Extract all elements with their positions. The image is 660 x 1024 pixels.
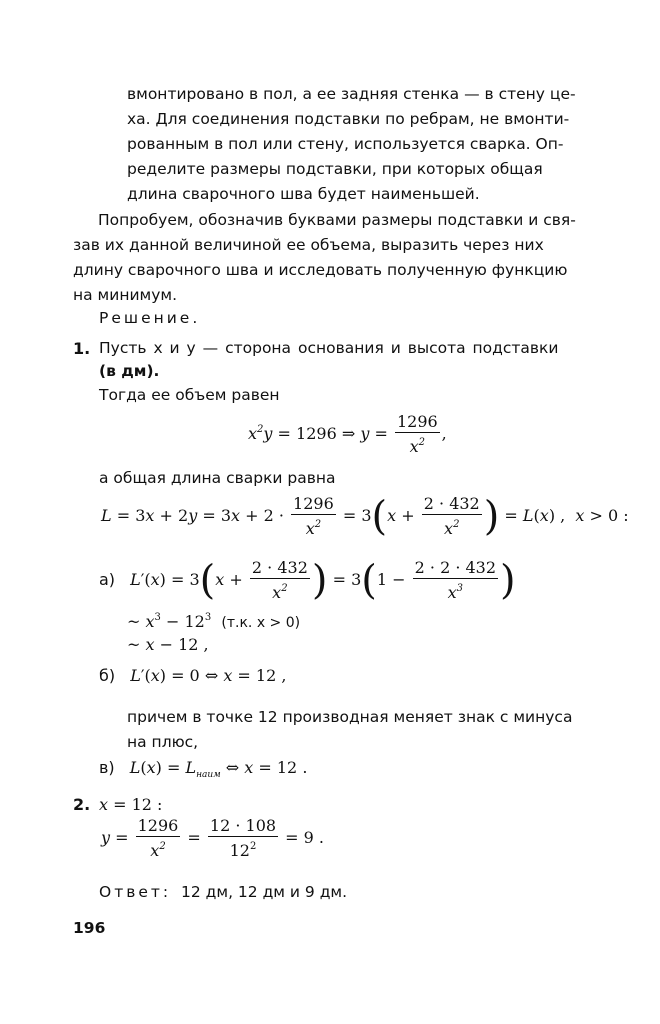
label-a: а) [99, 570, 116, 589]
problem-line: рованным в пол или стену, используется сварка. Оп- [127, 135, 564, 153]
solution-label: Решение. [99, 309, 201, 327]
intro-text [73, 208, 587, 308]
intro-line: на минимум. [73, 286, 178, 304]
intro-line: зав их данной величиной ее объема, выразить через них [73, 236, 544, 254]
problem-line: ха. Для соединения подставки по ребрам, не вмонти- [127, 110, 570, 128]
problem-line: длина сварочного шва будет наименьшей. [127, 185, 480, 203]
volume-formula: $x^2y = 1296$ ⇒ y = $\frac{1296}{x^2}$ , [248, 412, 447, 456]
problem-line: ределите размеры подставки, при которых общая [127, 160, 543, 178]
equivalence-2: ~ x − 12 , [127, 635, 209, 654]
weld-text: а общая длина сварки равна [99, 469, 336, 487]
intro-line: Попробуем, обозначив буквами размеры подставки и свя- [98, 211, 576, 229]
answer [99, 880, 347, 905]
critical-point-formula: б) L′(x) = 0 ⇔ x = 12 , [99, 666, 287, 685]
step1-line2: (в дм). [99, 362, 160, 380]
step2-number: 2. [73, 795, 91, 814]
answer-label: Ответ: [99, 883, 172, 901]
min-subscript: наим [196, 770, 221, 781]
sign-line: на плюс, [127, 733, 199, 751]
equivalence-1: ~ $x^3 - 12^3$ (т.к. x > 0) [127, 612, 301, 631]
volume-text: Тогда ее объем равен [99, 386, 280, 404]
intro-line: длину сварочного шва и исследовать полученную функцию [73, 261, 568, 279]
answer-text: 12 дм, 12 дм и 9 дм. [181, 883, 348, 901]
label-c: в) [99, 758, 115, 777]
label-b: б) [99, 666, 116, 685]
problem-line: вмонтировано в пол, а ее задняя стенка — в стену це- [127, 85, 576, 103]
step1-line1: Пусть x и y — сторона основания и высота подставки [99, 339, 559, 357]
derivative-formula: а) L′(x) = 3(x + $\frac{2 \cdot 432}{x^2}$ ) = 3(1 − $\frac{2 \cdot 2 \cdot 432}{x^3}$ ) [99, 557, 516, 604]
problem-text [127, 82, 587, 207]
height-formula: y = $\frac{1296}{x^2}$ = $\frac{12 \cdot 108}{12^2}$ = 9 . [101, 816, 325, 860]
sign-change-text [127, 705, 589, 755]
weld-formula: L = 3x + 2y = 3x + 2 · $\frac{1296}{x^2}$ = 3(x + $\frac{2 \cdot 432}{x^2}$ ) = L(x) , x > 0 : [101, 493, 629, 540]
step1-number: 1. [73, 339, 91, 358]
step2-line1: x = 12 : [99, 795, 163, 814]
note-label: (т.к. x > 0) [221, 615, 301, 631]
page-number: 196 [73, 919, 106, 937]
sign-line: причем в точке 12 производная меняет знак с минуса [127, 708, 573, 726]
minimum-formula: в) $L(x) = L_{наим}$ ⇔ x = 12 . [99, 758, 308, 781]
